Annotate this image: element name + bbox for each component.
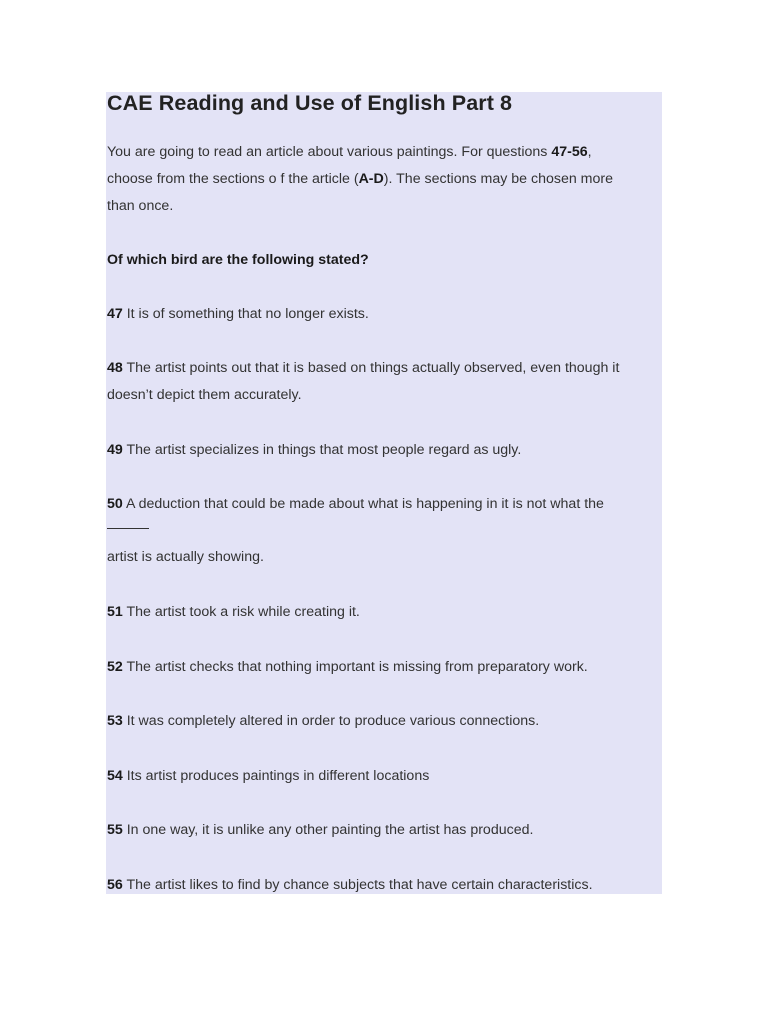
question-50 xyxy=(107,491,659,571)
question-text: The artist likes to find by chance subjects that have certain characteristics. xyxy=(126,877,593,893)
question-number: 47 xyxy=(107,306,123,322)
intro-paragraph xyxy=(107,139,659,220)
question-49 xyxy=(107,437,659,464)
question-52 xyxy=(107,654,659,681)
question-number: 54 xyxy=(107,768,123,784)
blank-line xyxy=(107,518,149,529)
page-title: CAE Reading and Use of English Part 8 xyxy=(107,91,513,115)
question-number: 52 xyxy=(107,659,123,675)
question-number: 55 xyxy=(107,822,123,838)
question-number: 56 xyxy=(107,877,123,893)
intro-line-1: You are going to read an article about various paintings. For questions 47-56, xyxy=(107,144,592,160)
question-text: It was completely altered in order to produce various connections. xyxy=(126,713,540,729)
question-number: 49 xyxy=(107,442,123,458)
question-text: The artist checks that nothing important is missing from preparatory work. xyxy=(126,659,588,675)
question-text-continued: doesn’t depict them accurately. xyxy=(107,387,302,403)
question-54 xyxy=(107,763,659,790)
question-prompt: Of which bird are the following stated? xyxy=(107,252,369,268)
question-48 xyxy=(107,355,659,409)
question-55 xyxy=(107,817,659,844)
question-number: 48 xyxy=(107,360,123,376)
question-47 xyxy=(107,301,659,328)
question-text: In one way, it is unlike any other painting the artist has produced. xyxy=(126,822,534,838)
question-text: The artist took a risk while creating it. xyxy=(126,604,360,620)
question-text: A deduction that could be made about what is happening in it is not what the xyxy=(125,496,604,512)
question-number: 50 xyxy=(107,496,123,512)
question-text: Its artist produces paintings in different locations xyxy=(126,768,430,784)
question-text: The artist points out that it is based on things actually observed, even though it xyxy=(126,360,620,376)
question-56 xyxy=(107,872,659,899)
question-51 xyxy=(107,599,659,626)
intro-line-2: choose from the sections o f the article (A-D). The sections may be chosen more xyxy=(107,171,613,187)
question-number: 51 xyxy=(107,604,123,620)
question-text: The artist specializes in things that most people regard as ugly. xyxy=(126,442,522,458)
question-text-continued: artist is actually showing. xyxy=(107,549,264,565)
intro-line-3: than once. xyxy=(107,198,174,214)
question-53 xyxy=(107,708,659,735)
question-number: 53 xyxy=(107,713,123,729)
question-text: It is of something that no longer exists. xyxy=(126,306,369,322)
